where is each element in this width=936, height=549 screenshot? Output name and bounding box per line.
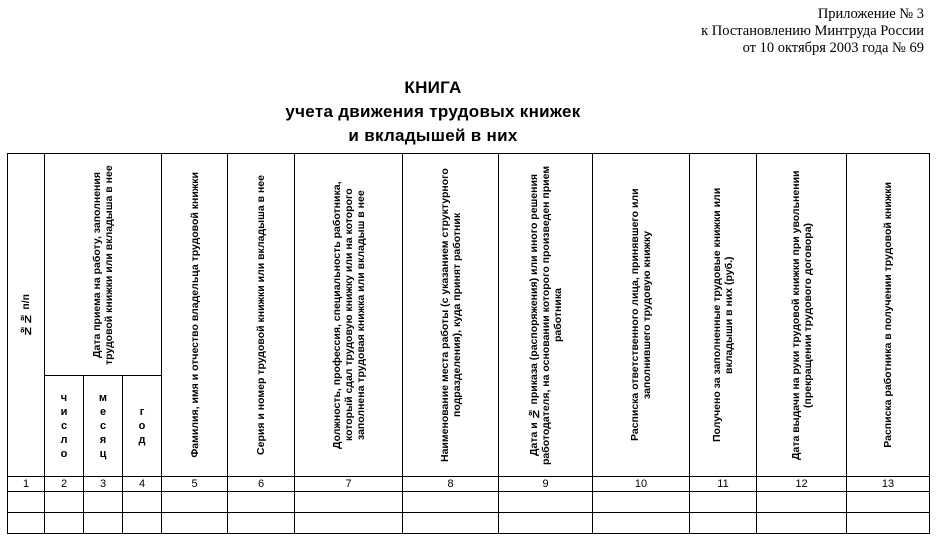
header-col-13: Расписка работника в получении трудовой книжки	[847, 154, 930, 477]
appendix-line-1: Приложение № 3	[817, 6, 924, 22]
column-number: 7	[295, 477, 403, 492]
header-col-6: Серия и номер трудовой книжки или вкладыша в нее	[228, 154, 295, 477]
header-day: ч и с л о	[45, 376, 84, 477]
column-number: 8	[403, 477, 499, 492]
header-col-7: Должность, профессия, специальность работника, который сдал трудовую книжку или на которого заполнена трудовая книжка или вкладыш в нее	[295, 154, 403, 477]
title-line-1: КНИГА	[404, 78, 462, 97]
header-col-1: №№ п/п	[8, 154, 45, 477]
column-number: 9	[499, 477, 593, 492]
header-month: м е с я ц	[84, 376, 123, 477]
header-col-5: Фамилия, имя и отчество владельца трудовой книжки	[162, 154, 228, 477]
column-number: 1	[8, 477, 45, 492]
column-numbers-row	[8, 477, 930, 492]
column-number: 5	[162, 477, 228, 492]
column-number: 13	[847, 477, 930, 492]
header-col-8: Наименование места работы (с указанием структурного подразделения), куда принят работник	[403, 154, 499, 477]
header-col-2: Дата приема на работу, заполнения трудовой книжки или вкладыша в нее	[45, 154, 162, 376]
column-number: 6	[228, 477, 295, 492]
title-line-3: и вкладышей в них	[348, 126, 518, 145]
header-col-12: Дата выдачи на руки трудовой книжки при увольнении (прекращении трудового договора)	[757, 154, 847, 477]
register-table	[7, 153, 930, 534]
header-col-11: Получено за заполненные трудовые книжки или вкладыши в них (руб.)	[690, 154, 757, 477]
column-number: 3	[84, 477, 123, 492]
column-number: 12	[757, 477, 847, 492]
column-number: 2	[45, 477, 84, 492]
appendix-line-3: от 10 октября 2003 года № 69	[742, 40, 924, 56]
appendix-line-2: к Постановлению Минтруда России	[701, 23, 924, 39]
header-col-10: Расписка ответственного лица, принявшего или заполнившего трудовую книжку	[593, 154, 690, 477]
header-year: г о д	[123, 376, 162, 477]
table-row	[8, 513, 930, 534]
column-number: 4	[123, 477, 162, 492]
column-number: 11	[690, 477, 757, 492]
header-col-9: Дата и № приказа (распоряжения) или иного решения работодателя, на основании которого произведен прием работника	[499, 154, 593, 477]
title-line-2: учета движения трудовых книжек	[285, 102, 581, 121]
column-number: 10	[593, 477, 690, 492]
appendix-note	[701, 6, 924, 57]
table-row	[8, 492, 930, 513]
